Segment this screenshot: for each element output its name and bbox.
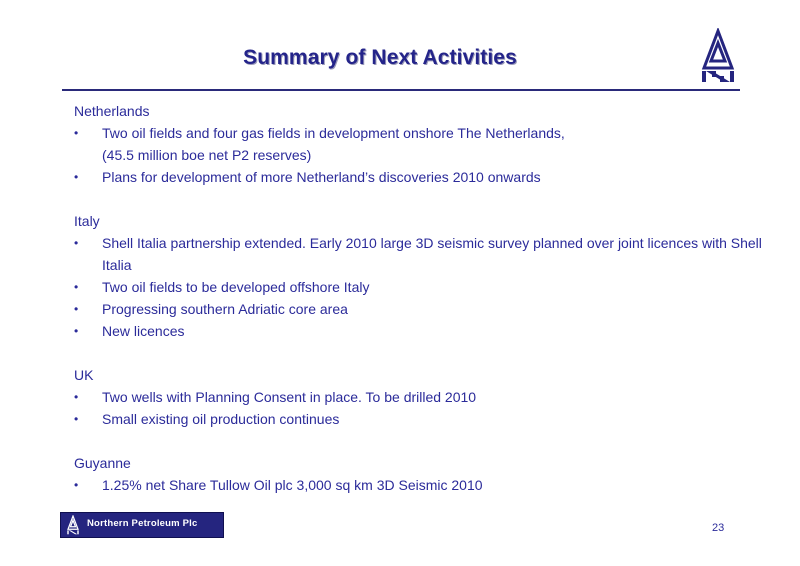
northern-petroleum-logo-icon bbox=[698, 28, 738, 84]
bullet-icon: • bbox=[74, 236, 79, 250]
northern-petroleum-logo-icon bbox=[65, 515, 81, 535]
section-heading-netherlands: Netherlands bbox=[74, 103, 150, 119]
list-item bbox=[74, 166, 764, 188]
list-item bbox=[74, 122, 764, 144]
list-item bbox=[74, 232, 764, 276]
section-heading-uk: UK bbox=[74, 367, 94, 383]
list-item-text: Plans for development of more Netherland’s discoveries 2010 onwards bbox=[102, 169, 541, 185]
bullet-icon: • bbox=[74, 412, 79, 426]
list-item-text: Two wells with Planning Consent in place. To be drilled 2010 bbox=[102, 389, 477, 405]
bullet-icon: • bbox=[74, 478, 79, 492]
list-item bbox=[74, 320, 764, 342]
list-item bbox=[74, 408, 764, 430]
section-spacer bbox=[74, 430, 764, 452]
list-item-text: 1.25% net Share Tullow Oil plc 3,000 sq km 3D Seismic 2010 bbox=[102, 477, 483, 493]
bullet-icon: • bbox=[74, 170, 79, 184]
slide-title: Summary of Next Activities bbox=[243, 46, 517, 69]
bullet-icon: • bbox=[74, 126, 79, 140]
list-item-text: Small existing oil production continues bbox=[102, 411, 340, 427]
list-item bbox=[74, 474, 764, 496]
bullet-icon: • bbox=[74, 324, 79, 338]
list-item-continuation: (45.5 million boe net P2 reserves) bbox=[102, 147, 312, 163]
page-number: 23 bbox=[712, 522, 725, 534]
section-heading-italy: Italy bbox=[74, 213, 100, 229]
list-item-text: Progressing southern Adriatic core area bbox=[102, 301, 348, 317]
section-heading-guyanne: Guyanne bbox=[74, 455, 131, 471]
section-spacer bbox=[74, 188, 764, 210]
bullet-icon: • bbox=[74, 390, 79, 404]
footer-company-label: Northern Petroleum Plc bbox=[87, 518, 198, 529]
bullet-icon: • bbox=[74, 280, 79, 294]
list-item bbox=[74, 298, 764, 320]
list-item-text: Shell Italia partnership extended. Early 2010 large 3D seismic survey planned over joint licences with Shell Italia bbox=[102, 235, 762, 273]
list-item-text: Two oil fields and four gas fields in development onshore The Netherlands, bbox=[102, 125, 565, 141]
list-item-text: Two oil fields to be developed offshore Italy bbox=[102, 279, 370, 295]
list-item-text: New licences bbox=[102, 323, 185, 339]
section-spacer bbox=[74, 342, 764, 364]
footer-company-banner bbox=[60, 512, 224, 538]
list-item bbox=[74, 276, 764, 298]
bullet-icon: • bbox=[74, 302, 79, 316]
list-item bbox=[74, 386, 764, 408]
title-divider bbox=[62, 89, 740, 91]
slide-body bbox=[74, 100, 764, 496]
